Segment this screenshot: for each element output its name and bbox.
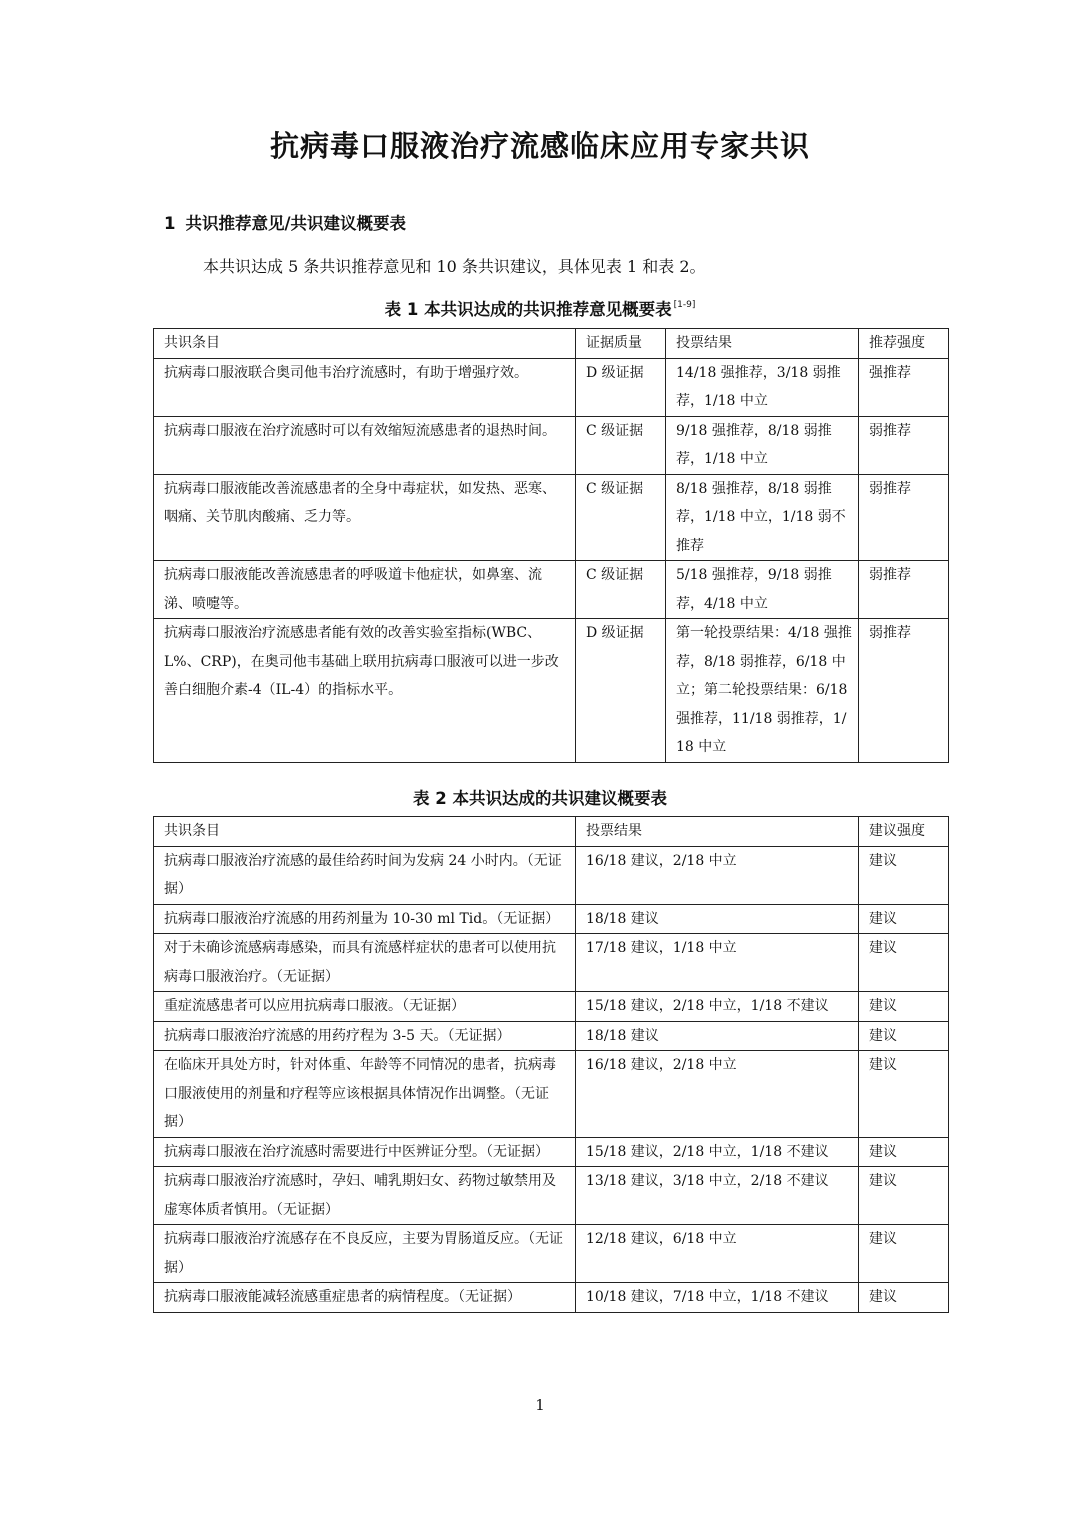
table-row bbox=[154, 1021, 949, 1051]
table-row bbox=[154, 992, 949, 1022]
table-row bbox=[154, 934, 949, 992]
table-row bbox=[154, 561, 949, 619]
vote-result: 14/18 强推荐，3/18 弱推荐，1/18 中立 bbox=[666, 358, 859, 416]
table-row bbox=[154, 1225, 949, 1283]
recommendation-strength: 弱推荐 bbox=[859, 474, 949, 561]
vote-result: 8/18 强推荐，8/18 弱推荐，1/18 中立，1/18 弱不推荐 bbox=[666, 474, 859, 561]
consensus-item: 对于未确诊流感病毒感染，而具有流感样症状的患者可以使用抗病毒口服液治疗。（无证据） bbox=[154, 934, 576, 992]
column-header: 投票结果 bbox=[666, 329, 859, 359]
consensus-item: 抗病毒口服液能改善流感患者的呼吸道卡他症状，如鼻塞、流涕、喷嚏等。 bbox=[154, 561, 576, 619]
suggestion-strength: 建议 bbox=[859, 904, 949, 934]
table2-caption: 表 2 本共识达成的共识建议概要表 bbox=[413, 789, 667, 808]
recommendation-strength: 弱推荐 bbox=[859, 416, 949, 474]
vote-result: 13/18 建议，3/18 中立，2/18 不建议 bbox=[576, 1167, 859, 1225]
evidence-quality: C 级证据 bbox=[576, 416, 666, 474]
evidence-quality: C 级证据 bbox=[576, 561, 666, 619]
suggestion-strength: 建议 bbox=[859, 1225, 949, 1283]
vote-result: 10/18 建议，7/18 中立，1/18 不建议 bbox=[576, 1283, 859, 1313]
vote-result: 5/18 强推荐，9/18 弱推荐，4/18 中立 bbox=[666, 561, 859, 619]
suggestion-strength: 建议 bbox=[859, 934, 949, 992]
vote-result: 18/18 建议 bbox=[576, 1021, 859, 1051]
vote-result: 15/18 建议，2/18 中立，1/18 不建议 bbox=[576, 992, 859, 1022]
evidence-quality: C 级证据 bbox=[576, 474, 666, 561]
table-header-row bbox=[154, 817, 949, 847]
recommendation-strength: 弱推荐 bbox=[859, 619, 949, 763]
intro-paragraph: 本共识达成 5 条共识推荐意见和 10 条共识建议，具体见表 1 和表 2。 bbox=[203, 257, 706, 276]
consensus-item: 在临床开具处方时，针对体重、年龄等不同情况的患者，抗病毒口服液使用的剂量和疗程等应该根据具体情况作出调整。（无证据） bbox=[154, 1051, 576, 1138]
table-row bbox=[154, 358, 949, 416]
vote-result: 12/18 建议，6/18 中立 bbox=[576, 1225, 859, 1283]
vote-result: 第一轮投票结果：4/18 强推荐，8/18 弱推荐，6/18 中立；第二轮投票结果：6/18 强推荐，11/18 弱推荐，1/18 中立 bbox=[666, 619, 859, 763]
table1-caption-text: 表 1 本共识达成的共识推荐意见概要表 bbox=[384, 300, 672, 319]
suggestion-strength: 建议 bbox=[859, 846, 949, 904]
evidence-quality: D 级证据 bbox=[576, 619, 666, 763]
vote-result: 15/18 建议，2/18 中立，1/18 不建议 bbox=[576, 1137, 859, 1167]
section-heading bbox=[164, 210, 406, 234]
column-header: 投票结果 bbox=[576, 817, 859, 847]
vote-result: 17/18 建议，1/18 中立 bbox=[576, 934, 859, 992]
vote-result: 18/18 建议 bbox=[576, 904, 859, 934]
column-header: 共识条目 bbox=[154, 817, 576, 847]
section-title: 共识推荐意见/共识建议概要表 bbox=[185, 214, 407, 233]
column-header: 建议强度 bbox=[859, 817, 949, 847]
consensus-item: 抗病毒口服液能改善流感患者的全身中毒症状，如发热、恶寒、咽痛、关节肌肉酸痛、乏力等。 bbox=[154, 474, 576, 561]
table-header-row bbox=[154, 329, 949, 359]
consensus-item: 抗病毒口服液在治疗流感时需要进行中医辨证分型。（无证据） bbox=[154, 1137, 576, 1167]
consensus-item: 抗病毒口服液能减轻流感重症患者的病情程度。（无证据） bbox=[154, 1283, 576, 1313]
vote-result: 9/18 强推荐，8/18 弱推荐，1/18 中立 bbox=[666, 416, 859, 474]
recommendation-strength: 强推荐 bbox=[859, 358, 949, 416]
vote-result: 16/18 建议，2/18 中立 bbox=[576, 846, 859, 904]
page-number: 1 bbox=[535, 1396, 545, 1414]
column-header: 共识条目 bbox=[154, 329, 576, 359]
consensus-item: 抗病毒口服液治疗流感患者能有效的改善实验室指标(WBC、L%、CRP)，在奥司他韦基础上联用抗病毒口服液可以进一步改善白细胞介素-4（IL-4）的指标水平。 bbox=[154, 619, 576, 763]
table-row bbox=[154, 1167, 949, 1225]
suggestion-strength: 建议 bbox=[859, 992, 949, 1022]
table-row bbox=[154, 1051, 949, 1138]
suggestion-strength: 建议 bbox=[859, 1167, 949, 1225]
table1-caption bbox=[0, 296, 1080, 320]
consensus-item: 抗病毒口服液治疗流感的用药剂量为 10-30 ml Tid。（无证据） bbox=[154, 904, 576, 934]
table-row bbox=[154, 474, 949, 561]
table-row bbox=[154, 1137, 949, 1167]
consensus-item: 抗病毒口服液联合奥司他韦治疗流感时，有助于增强疗效。 bbox=[154, 358, 576, 416]
suggestion-strength: 建议 bbox=[859, 1051, 949, 1138]
vote-result: 16/18 建议，2/18 中立 bbox=[576, 1051, 859, 1138]
recommendation-table bbox=[153, 328, 949, 763]
consensus-item: 抗病毒口服液在治疗流感时可以有效缩短流感患者的退热时间。 bbox=[154, 416, 576, 474]
column-header: 推荐强度 bbox=[859, 329, 949, 359]
column-header: 证据质量 bbox=[576, 329, 666, 359]
suggestion-strength: 建议 bbox=[859, 1021, 949, 1051]
section-number: 1 bbox=[164, 214, 176, 233]
consensus-item: 抗病毒口服液治疗流感的最佳给药时间为发病 24 小时内。（无证据） bbox=[154, 846, 576, 904]
evidence-quality: D 级证据 bbox=[576, 358, 666, 416]
table-row bbox=[154, 619, 949, 763]
table-row bbox=[154, 1283, 949, 1313]
suggestion-table bbox=[153, 816, 949, 1313]
table-row bbox=[154, 904, 949, 934]
suggestion-strength: 建议 bbox=[859, 1137, 949, 1167]
table-row bbox=[154, 416, 949, 474]
table1-caption-ref: [1-9] bbox=[673, 300, 696, 310]
document-title: 抗病毒口服液治疗流感临床应用专家共识 bbox=[269, 129, 810, 163]
table-row bbox=[154, 846, 949, 904]
consensus-item: 抗病毒口服液治疗流感存在不良反应，主要为胃肠道反应。（无证据） bbox=[154, 1225, 576, 1283]
consensus-item: 重症流感患者可以应用抗病毒口服液。（无证据） bbox=[154, 992, 576, 1022]
consensus-item: 抗病毒口服液治疗流感的用药疗程为 3-5 天。（无证据） bbox=[154, 1021, 576, 1051]
consensus-item: 抗病毒口服液治疗流感时，孕妇、哺乳期妇女、药物过敏禁用及虚寒体质者慎用。（无证据） bbox=[154, 1167, 576, 1225]
suggestion-strength: 建议 bbox=[859, 1283, 949, 1313]
recommendation-strength: 弱推荐 bbox=[859, 561, 949, 619]
